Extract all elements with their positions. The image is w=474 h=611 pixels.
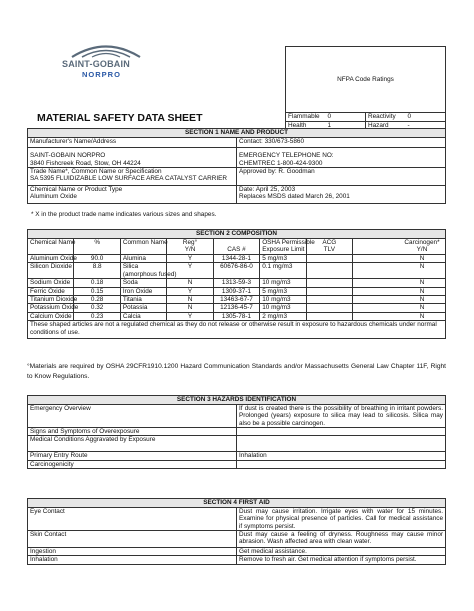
chemical-name: Sodium Oxide (28, 279, 74, 287)
carcinogen: N (399, 296, 446, 304)
osha-limit: 10 mg/m3 (260, 296, 306, 304)
trade-name-label: Trade Name*, Common Name or Specification (30, 168, 162, 175)
hazard-label: Emergency Overview (28, 405, 237, 428)
col-percent: % (74, 239, 120, 255)
logo-division: NORPRO (82, 70, 121, 79)
common-name-text: Titania (122, 296, 142, 304)
cas-number: 60676-86-0 (213, 263, 259, 279)
regulated: Y (167, 312, 213, 320)
common-name (120, 312, 166, 320)
osha-limit: 5 mg/m3 (260, 255, 306, 263)
nfpa-reactivity-value: 0 (406, 113, 446, 122)
cas-number: 1344-28-1 (213, 255, 259, 263)
nfpa-ratings-table (285, 46, 446, 131)
spacer (353, 312, 399, 320)
nfpa-health-label: Health (286, 122, 326, 131)
first-aid-value: Get medical assistance. (237, 548, 446, 556)
common-name-text: Alumina (122, 255, 146, 262)
contact: Contact: 330/673-5860 (237, 138, 446, 148)
cas-number: 13463-67-7 (213, 296, 259, 304)
nfpa-health-value: 1 (326, 122, 366, 131)
trade-name-value: SA 5395 FLUIDIZABLE LOW SURFACE AREA CATALYST CARRIER (30, 175, 227, 183)
hazard-value: Inhalation (237, 452, 446, 460)
common-name (120, 287, 166, 295)
regulated: N (167, 279, 213, 287)
carcinogen: N (399, 255, 446, 263)
col-carcinogen: Carcinogen* (404, 239, 440, 246)
regulated: Y (167, 255, 213, 263)
spacer (353, 304, 399, 312)
common-name-text: Iron Oxide (122, 287, 153, 295)
common-name (120, 296, 166, 304)
percent: 8.8 (74, 263, 120, 279)
chemical-name: Titanium Dioxide (28, 296, 74, 304)
composition-row (28, 287, 446, 295)
acg-tlv (306, 312, 352, 320)
col-chemical: Chemical Name (28, 239, 74, 255)
percent: 0.32 (74, 304, 120, 312)
logo (52, 42, 162, 90)
hazard-label: Signs and Symptoms of Overexposure (28, 428, 237, 436)
hazard-value (237, 436, 446, 452)
nfpa-reactivity-label: Reactivity (366, 113, 406, 122)
spacer (353, 255, 399, 263)
hazard-row (28, 428, 446, 436)
first-aid-row (28, 531, 446, 548)
replaces-date: Replaces MSDS dated March 26, 2001 (239, 193, 350, 201)
chemical-name-label: Chemical Name or Product Type (30, 186, 123, 193)
osha-limit: 10 mg/m3 (260, 304, 306, 312)
acg-tlv (306, 287, 352, 295)
common-name (120, 304, 166, 312)
spacer (353, 287, 399, 295)
first-aid-label: Ingestion (28, 548, 237, 556)
regulated-materials-note: °Materials are required by OSHA 29CFR1910.1200 Hazard Communication Standards and/or Massachusetts General Law Chapter 11F, Right to Know Regulations. (27, 363, 446, 381)
first-aid-label: Skin Contact (28, 531, 237, 548)
common-name-text: Potassia (122, 304, 148, 312)
first-aid-value: Dust may cause irritation. Irrigate eyes with water for 15 minutes. Examine for physical presence of particles. Call for medical assistance if symptoms persist. (237, 508, 446, 531)
nfpa-hazard-value: - (406, 122, 446, 131)
carcinogen: N (399, 279, 446, 287)
percent: 0.15 (74, 287, 120, 295)
section2-table (27, 229, 446, 339)
acg-tlv (306, 279, 352, 287)
composition-row (28, 255, 446, 263)
common-name-text: Soda (122, 279, 138, 287)
common-name (120, 263, 177, 279)
date: Date: April 25, 2003 (239, 186, 296, 193)
percent: 0.28 (74, 296, 120, 304)
section4-title: SECTION 4 FIRST AID (28, 499, 446, 508)
nfpa-flammable-value: 0 (326, 113, 366, 122)
composition-row (28, 312, 446, 320)
hazard-value: If dust is created there is the possibility of breathing in irritant powders. Prolonged (years) exposure to silica may lead to silicosis. Silica may also be a possible carcinogen. (237, 405, 446, 428)
col-tlv: TLV (323, 246, 335, 254)
acg-tlv (306, 296, 352, 304)
col-reg-yn: Y/N (184, 246, 196, 254)
percent: 90.0 (74, 255, 120, 263)
carcinogen: N (399, 287, 446, 295)
section3-title: SECTION 3 HAZARDS IDENTIFICATION (28, 396, 446, 405)
logo-arch-icon (68, 42, 144, 58)
nfpa-title: NFPA Code Ratings (286, 47, 446, 113)
common-name-text: Calcia (122, 312, 141, 320)
first-aid-label: Eye Contact (28, 508, 237, 531)
section2-title: SECTION 2 COMPOSITION (28, 230, 446, 239)
acg-tlv (306, 304, 352, 312)
acg-tlv (306, 263, 352, 279)
section1-table (27, 128, 446, 204)
first-aid-row (28, 556, 446, 564)
manufacturer-label: Manufacturer's Name/Address (28, 138, 237, 148)
regulated: Y (167, 263, 213, 279)
osha-limit: 10 mg/m3 (260, 279, 306, 287)
percent: 0.18 (74, 279, 120, 287)
composition-row (28, 296, 446, 304)
col-carcinogen-yn: Y/N (416, 246, 428, 254)
spacer (353, 279, 399, 287)
hazard-row (28, 460, 446, 468)
cas-number: 1309-37-1 (213, 287, 259, 295)
col-osha: OSHA Permissible (262, 239, 315, 246)
hazard-row (28, 436, 446, 452)
common-name (120, 255, 166, 263)
manufacturer-name: SAINT-GOBAIN NORPRO (30, 152, 106, 160)
spacer (353, 263, 399, 279)
regulated: Y (167, 287, 213, 295)
col-reg: Reg° (182, 239, 198, 246)
section4-table (27, 498, 446, 565)
hazard-label: Carcinogenicity (28, 460, 237, 468)
cas-number: 1313-59-3 (213, 279, 259, 287)
section3-table (27, 395, 446, 469)
common-name-text: Silica (122, 263, 139, 271)
regulated: N (167, 296, 213, 304)
composition-row (28, 279, 446, 287)
chemical-name: Calcium Oxide (28, 312, 74, 320)
hazard-value (237, 428, 446, 436)
document-title: MATERIAL SAFETY DATA SHEET (37, 112, 203, 124)
nfpa-hazard-label: Hazard (366, 122, 406, 131)
osha-limit: 2 mg/m3 (260, 312, 306, 320)
composition-row (28, 304, 446, 312)
cas-number: 1305-78-1 (213, 312, 259, 320)
first-aid-label: Inhalation (28, 556, 237, 564)
hazard-value (237, 460, 446, 468)
chemical-name: Silicon Dioxide (28, 263, 74, 279)
regulated: N (167, 304, 213, 312)
common-name (120, 279, 166, 287)
first-aid-row (28, 508, 446, 531)
trade-name-footnote: * X in the product trade name indicates various sizes and shapes. (31, 211, 217, 218)
chemical-name: Ferric Oxide (28, 287, 74, 295)
composition-row (28, 263, 446, 279)
cas-number: 12136-45-7 (213, 304, 259, 312)
hazard-label: Medical Conditions Aggravated by Exposure (28, 436, 237, 452)
hazard-row (28, 452, 446, 460)
first-aid-value: Remove to fresh air. Get medical attention if symptoms persist. (237, 556, 446, 564)
acg-tlv (306, 255, 352, 263)
logo-company: SAINT-GOBAIN (62, 59, 130, 69)
chemical-name-value: Aluminum Oxide (30, 193, 77, 201)
percent: 0.23 (74, 312, 120, 320)
col-cas: CAS # (227, 246, 246, 254)
emergency-label: EMERGENCY TELEPHONE NO: (239, 152, 334, 160)
carcinogen: N (399, 304, 446, 312)
osha-limit: 0.1 mg/m3 (260, 263, 306, 279)
col-acg: ACG (322, 239, 337, 246)
osha-limit: 5 mg/m3 (260, 287, 306, 295)
emergency-number: CHEMTREC 1-800-424-9300 (239, 159, 323, 167)
approved-by: Approved by: R. Goodman (237, 168, 446, 186)
first-aid-row (28, 548, 446, 556)
first-aid-value: Dust may cause a feeling of dryness. Roughness may cause minor abrasion. Wash affected area with clean water. (237, 531, 446, 548)
col-osha-limit: Exposure Limit (262, 246, 305, 254)
hazard-row (28, 405, 446, 428)
common-name-detail: (amorphous fused) (122, 270, 177, 278)
nfpa-flammable-label: Flammable (286, 113, 326, 122)
col-common: Common Name (120, 239, 166, 255)
composition-note: These shaped articles are not a regulated chemical as they do not release or otherwise result in exposure to hazardous chemicals under normal conditions of use. (28, 321, 446, 339)
chemical-name: Aluminum Oxide (28, 255, 74, 263)
manufacturer-address: 3840 Fishcreek Road, Stow, OH 44224 (30, 159, 141, 167)
carcinogen: N (399, 312, 446, 320)
section1-title: SECTION 1 NAME AND PRODUCT (28, 129, 446, 138)
chemical-name: Potassium Oxide (28, 304, 74, 312)
carcinogen: N (399, 263, 446, 279)
hazard-label: Primary Entry Route (28, 452, 237, 460)
spacer (353, 296, 399, 304)
